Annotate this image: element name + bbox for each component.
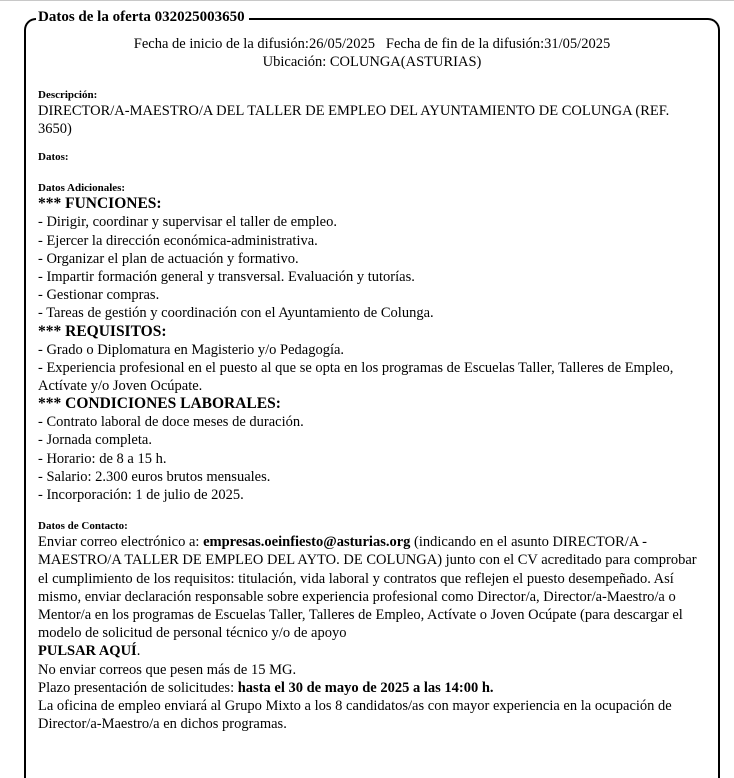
conditions-title: *** CONDICIONES LABORALES: <box>38 395 281 413</box>
list-item: - Experiencia profesional en el puesto al que se opta en los programas de Escuelas Taller, Talleres de Empleo, Actívate y/o Joven Ocúpate. <box>38 359 674 395</box>
list-item: - Gestionar compras. <box>38 287 160 304</box>
datos-label: Datos: <box>38 151 69 164</box>
description-text: DIRECTOR/A-MAESTRO/A DEL TALLER DE EMPLEO DEL AYUNTAMIENTO DE COLUNGA (REF. 3650) <box>38 103 670 138</box>
deadline-value: hasta el 30 de mayo de 2025 a las 14:00 h. <box>237 679 494 696</box>
list-item: - Organizar el plan de actuación y formativo. <box>38 250 299 267</box>
list-item: - Salario: 2.300 euros brutos mensuales. <box>38 468 271 485</box>
list-item: - Impartir formación general y transversal. Evaluación y tutorías. <box>38 269 415 286</box>
functions-title: *** FUNCIONES: <box>38 195 162 213</box>
offer-content <box>38 89 706 733</box>
contact-paragraph <box>38 533 706 660</box>
no-mail-note: No enviar correos que pesen más de 15 MG. <box>38 661 297 678</box>
conditions-list <box>38 413 706 504</box>
list-item: - Contrato laboral de doce meses de duración. <box>38 414 304 431</box>
end-date-label: Fecha de fin de la difusión: <box>385 36 545 52</box>
end-date: 31/05/2025 <box>544 36 611 52</box>
download-link[interactable]: PULSAR AQUÍ <box>38 643 137 660</box>
location: COLUNGA(ASTURIAS) <box>329 54 482 70</box>
offer-legend: Datos de la oferta 032025003650 <box>36 8 249 26</box>
deadline-line <box>38 679 706 697</box>
list-item: - Horario: de 8 a 15 h. <box>38 450 167 467</box>
list-item: - Tareas de gestión y coordinación con el Ayuntamiento de Colunga. <box>38 305 434 322</box>
contact-instructions: (indicando en el asunto DIRECTOR/A - MAESTRO/A TALLER DE EMPLEO DEL AYTO. DE COLUNGA) junto con el CV acreditado para comprobar el cumplimiento de los requisitos: titulación, vida laboral y contratos que reflejen el puesto desempeñado. Así mismo, enviar declaración responsable sobre experiencia profesional como Director/a, Director/a-Maestro/a o Mentor/a en los programas de Escuelas Taller, Talleres de Empleo, Actívate o Joven Ocúpate (para descargar el modelo de solicitud de personal técnico y/o de apoyo <box>38 534 697 642</box>
contact-email[interactable]: empresas.oeinfiesto@asturias.org <box>203 534 411 551</box>
list-item: - Dirigir, coordinar y supervisar el taller de empleo. <box>38 214 337 231</box>
list-item: - Jornada completa. <box>38 432 152 449</box>
location-line <box>24 53 720 71</box>
requirements-list <box>38 341 706 396</box>
requirements-title: *** REQUISITOS: <box>38 322 167 340</box>
final-note: La oficina de empleo enviará al Grupo Mixto a los 8 candidatos/as con mayor experiencia en la ocupación de Director/a-Maestro/a en dichos programas. <box>38 698 672 733</box>
offer-dates <box>24 35 720 71</box>
start-date: 26/05/2025 <box>308 36 376 52</box>
deadline-label: Plazo presentación de solicitudes: <box>38 679 238 696</box>
additional-label: Datos Adicionales: <box>38 182 126 195</box>
list-item: - Grado o Diplomatura en Magisterio y/o Pedagogía. <box>38 341 345 358</box>
link-end: . <box>136 643 141 660</box>
contact-intro: Enviar correo electrónico a: <box>38 534 204 551</box>
description-label: Descripción: <box>38 89 98 101</box>
list-item: - Incorporación: 1 de julio de 2025. <box>38 487 244 504</box>
page-top-rule <box>0 0 734 1</box>
start-date-label: Fecha de inicio de la difusión: <box>133 36 309 52</box>
list-item: - Ejercer la dirección económica-administrativa. <box>38 232 318 249</box>
functions-list <box>38 213 706 322</box>
diffusion-dates-line <box>24 35 720 53</box>
contact-label: Datos de Contacto: <box>38 520 128 533</box>
location-label: Ubicación: <box>262 54 330 70</box>
